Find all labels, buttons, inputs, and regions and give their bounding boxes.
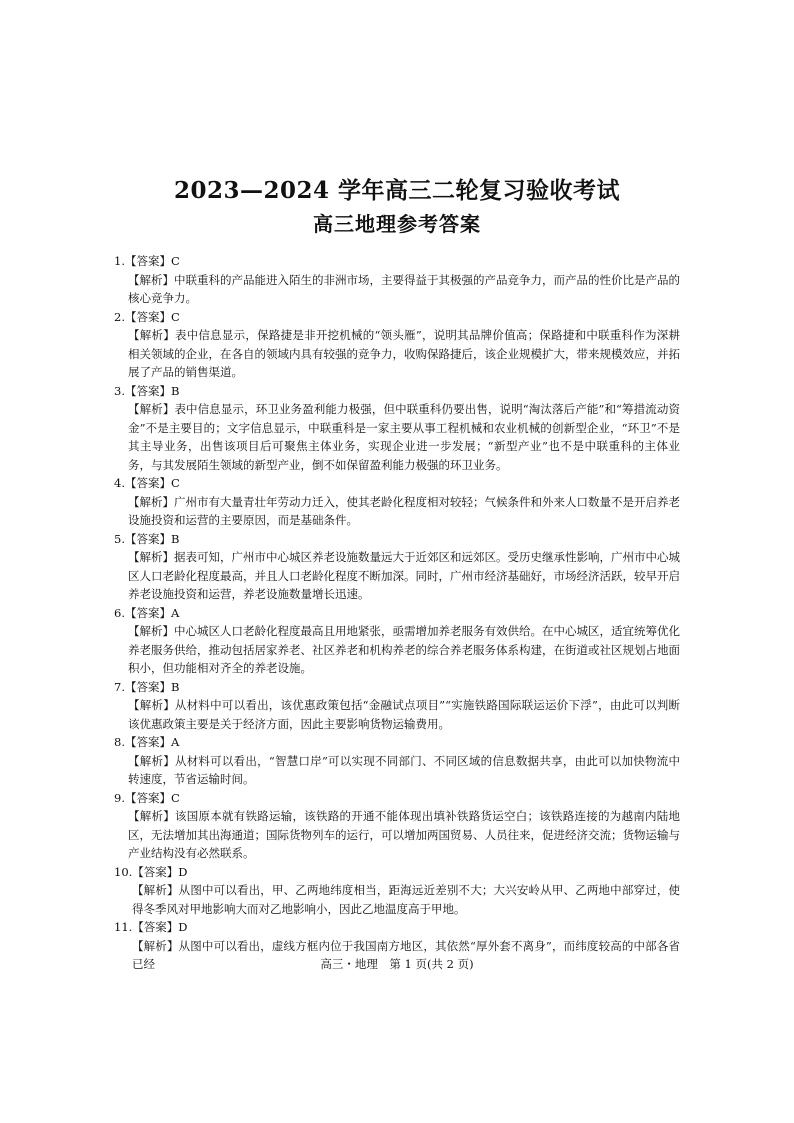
answer-text: 【答案】C	[124, 790, 180, 805]
explanation-text: 【解析】广州市有大量青壮年劳动力迁入，使其老龄化程度相对较轻；气候条件和外来人口数量不是开启养老设施投资和运营的主要原因，而是基础条件。	[128, 494, 680, 527]
answer-line	[114, 863, 680, 882]
answer-text: 【答案】D	[132, 920, 188, 934]
explanation-text: 【解析】中联重科的产品能进入陌生的非洲市场，主要得益于其极强的产品竞争力，而产品的性价比是产品的核心竞争力。	[128, 272, 680, 305]
page-footer: 高三・地理 第 1 页(共 2 页)	[320, 957, 474, 971]
explanation-text: 【解析】从图中可以看出，甲、乙两地纬度相当，距海远近差别不大；大兴安岭从甲、乙两地中部穿过，使得冬季风对甲地影响大而对乙地影响小，因此乙地温度高于甲地。	[132, 883, 680, 916]
answer-text: 【答案】B	[124, 679, 180, 694]
question-number: 6.	[114, 605, 125, 620]
question-number: 4.	[114, 476, 125, 490]
exam-subtitle: 高三地理参考答案	[313, 212, 481, 236]
answer-list	[114, 252, 680, 974]
question-number: 11.	[114, 920, 133, 934]
explanation-text: 【解析】据表可知，广州市中心城区养老设施数量远大于近郊区和远郊区。受历史继承性影响，广州市中心城区人口老龄化程度最高，并且人口老龄化程度不断加深。同时，广州市经济基础好，市场经济活跃，较早开启养老设施投资和运营，养老设施数量增长迅速。	[128, 550, 680, 601]
explanation-text: 【解析】从材料中可以看出，该优惠政策包括“金融试点项目”“实施铁路国际联运运价下浮”，由此可以判断该优惠政策主要是关于经济方面，因此主要影响货物运输费用。	[128, 698, 680, 731]
question-number: 5.	[114, 531, 125, 546]
answer-line	[114, 252, 680, 271]
answer-text: 【答案】C	[124, 254, 180, 268]
exam-title: 2023—2024 学年高三二轮复习验收考试	[173, 177, 621, 204]
question-number: 2.	[114, 309, 125, 324]
question-item-2	[114, 308, 680, 382]
answer-text: 【答案】A	[124, 605, 180, 620]
question-number: 8.	[114, 735, 125, 749]
question-number: 9.	[114, 790, 125, 805]
answer-text: 【答案】D	[132, 864, 188, 879]
explanation-text: 【解析】中心城区人口老龄化程度最高且用地紧张，亟需增加养老服务有效供给。在中心城区，适宜统筹优化养老服务供给，推动包括居家养老、社区养老和机构养老的综合养老服务体系构建，在街道或社区规划占地面积小，但功能相对齐全的养老设施。	[128, 624, 680, 675]
answer-text: 【答案】C	[124, 476, 180, 490]
question-item-4	[114, 474, 680, 530]
answer-text: 【答案】C	[124, 309, 180, 324]
explanation-text: 【解析】表中信息显示，保路捷是非开挖机械的“领头雁”，说明其品牌价值高；保路捷和中联重科作为深耕相关领域的企业，在各自的领域内具有较强的竞争力，收购保路捷后，该企业规模扩大，带来规模效应，并拓展了产品的销售渠道。	[128, 328, 680, 379]
answer-line	[114, 382, 680, 401]
answer-line	[114, 474, 680, 493]
question-number: 10.	[114, 864, 133, 879]
question-number: 1.	[114, 254, 125, 268]
answer-text: 【答案】A	[124, 735, 180, 749]
question-number: 3.	[114, 383, 125, 398]
answer-line	[114, 530, 680, 549]
answer-line	[114, 604, 680, 623]
question-item-5	[114, 530, 680, 604]
question-item-1	[114, 252, 680, 308]
explanation-text: 【解析】该国原本就有铁路运输，该铁路的开通不能体现出填补铁路货运空白；该铁路连接的为越南内陆地区，无法增加其出海通道；国际货物列车的运行，可以增加两国贸易、人员往来，促进经济交流；货物运输与产业结构没有必然联系。	[128, 809, 680, 860]
question-item-8	[114, 733, 680, 789]
question-item-6	[114, 604, 680, 678]
question-item-10	[114, 863, 680, 919]
answer-line	[114, 678, 680, 697]
explanation-text: 【解析】从图中可以看出，虚线方框内位于我国南方地区，其依然“厚外套不离身”，而纬度较高的中部各省已经	[132, 938, 680, 971]
answer-line	[114, 733, 680, 752]
explanation-text: 【解析】从材料可以看出，“智慧口岸”可以实现不同部门、不同区域的信息数据共享，由此可以加快物流中转速度，节省运输时间。	[128, 753, 680, 786]
answer-line	[114, 918, 680, 937]
answer-text: 【答案】B	[124, 383, 180, 398]
explanation-text: 【解析】表中信息显示，环卫业务盈利能力极强，但中联重科仍要出售，说明“淘汰落后产能”和“筹措流动资金”不是主要目的；文字信息显示，中联重科是一家主要从事工程机械和农业机械的创新型企业，“环卫”不是其主导业务，出售该项目后可聚焦主体业务，实现企业进一步发展；“新型产业”也不是中联重科的主体业务，与其发展陌生领域的新型产业，倒不如保留盈利能力极强的环卫业务。	[128, 402, 680, 472]
answer-line	[114, 789, 680, 808]
answer-line	[114, 308, 680, 327]
answer-text: 【答案】B	[124, 531, 180, 546]
question-number: 7.	[114, 679, 125, 694]
question-item-3	[114, 382, 680, 475]
question-item-9	[114, 789, 680, 863]
question-item-7	[114, 678, 680, 734]
